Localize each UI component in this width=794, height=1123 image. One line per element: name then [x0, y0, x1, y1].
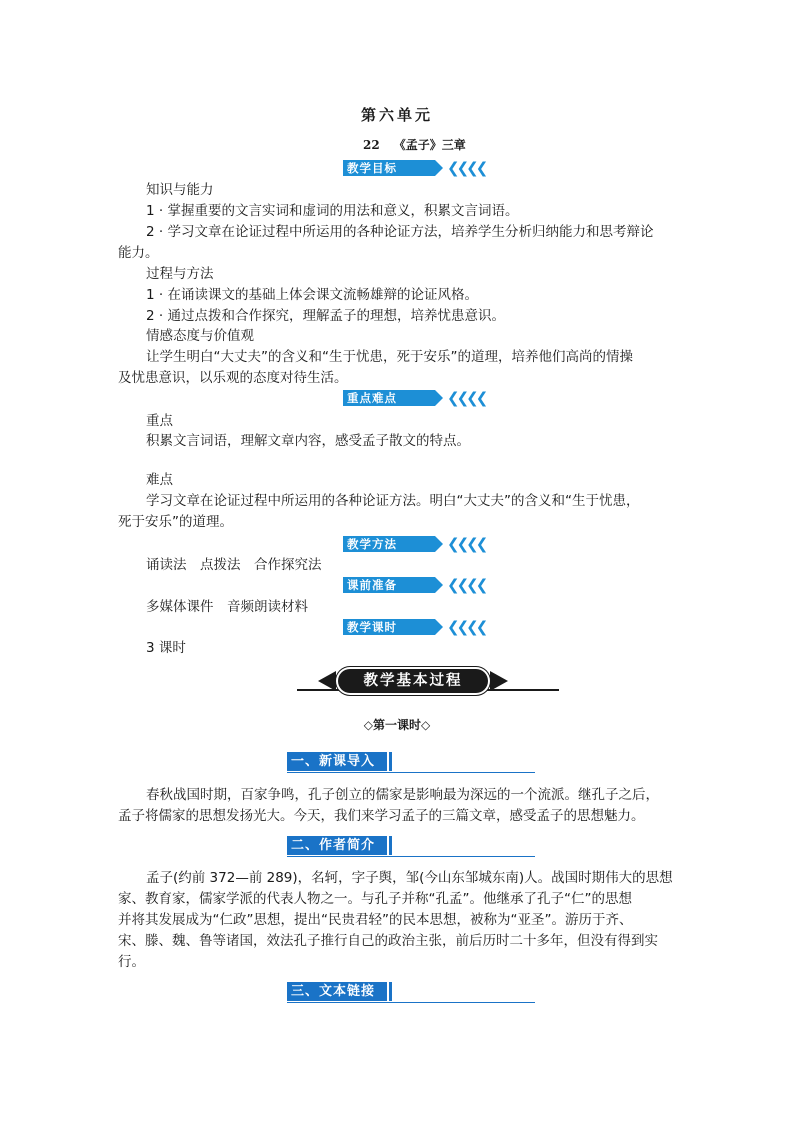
- heading-key: 重点: [146, 413, 173, 429]
- chevrons-icon: ❮❮❮❮: [447, 618, 486, 636]
- section-head-bar: [389, 752, 392, 771]
- unit-title: 第六单元: [360, 106, 433, 124]
- badge-label: 教学目标: [343, 160, 435, 176]
- objective-e1-cont: 及忧患意识，以乐观的态度对待生活。: [118, 370, 348, 386]
- objective-k2: 2 · 学习文章在论证过程中所运用的各种论证方法，培养学生分析归纳能力和思考辩论: [146, 224, 654, 240]
- process-banner: 教学基本过程: [338, 669, 488, 693]
- chevrons-icon: ❮❮❮❮: [447, 535, 486, 553]
- objective-e1: 让学生明白“大丈夫”的含义和“生于忧患，死于安乐”的道理，培养他们高尚的情操: [146, 349, 633, 365]
- author-para-line5: 行。: [118, 954, 145, 970]
- chevrons-icon: ❮❮❮❮: [447, 159, 486, 177]
- methods-text: 诵读法 点拨法 合作探究法: [146, 557, 322, 573]
- badge-preparation: [343, 577, 485, 593]
- badge-label: 重点难点: [343, 390, 435, 406]
- section-head-rule: [287, 1002, 535, 1003]
- preparation-text: 多媒体课件 音频朗读材料: [146, 599, 308, 615]
- badge-label: 教学方法: [343, 536, 435, 552]
- section-head-label: 三、文本链接: [287, 982, 387, 1001]
- chapter-number: 22: [363, 138, 380, 152]
- chapter-heading: [363, 136, 480, 153]
- badge-arrow-icon: [435, 160, 443, 176]
- chevrons-icon: ❮❮❮❮: [447, 576, 486, 594]
- badge-arrow-icon: [435, 619, 443, 635]
- heading-knowledge: 知识与能力: [146, 182, 214, 198]
- objective-k1: 1 · 掌握重要的文言实词和虚词的用法和意义，积累文言词语。: [146, 203, 519, 219]
- badge-objectives: [343, 160, 485, 176]
- chapter-name: 《孟子》三章: [393, 138, 466, 152]
- section-head-label: 一、新课导入: [287, 752, 387, 771]
- author-para-line2: 家、教育家，儒家学派的代表人物之一。与孔子并称“孔孟”。他继承了孔子“仁”的思想: [118, 891, 632, 907]
- banner-right-wing-icon: [490, 671, 508, 691]
- badge-arrow-icon: [435, 390, 443, 406]
- objective-k2-cont: 能力。: [118, 245, 159, 261]
- objective-p2: 2 · 通过点拨和合作探究，理解孟子的理想，培养忧患意识。: [146, 308, 505, 324]
- difficulty-text-cont: 死于安乐”的道理。: [118, 514, 233, 530]
- badge-hours: [343, 619, 485, 635]
- badge-methods: [343, 536, 485, 552]
- section-head-bar: [389, 982, 392, 1001]
- key-text: 积累文言词语，理解文章内容，感受孟子散文的特点。: [146, 433, 470, 449]
- intro-para-line2: 孟子将儒家的思想发扬光大。今天，我们来学习孟子的三篇文章，感受孟子的思想魅力。: [118, 808, 645, 824]
- badge-arrow-icon: [435, 536, 443, 552]
- badge-label: 课前准备: [343, 577, 435, 593]
- heading-difficulty: 难点: [146, 472, 173, 488]
- hours-text: 3 课时: [146, 640, 186, 656]
- heading-process: 过程与方法: [146, 266, 214, 282]
- badge-arrow-icon: [435, 577, 443, 593]
- heading-emotion: 情感态度与价值观: [146, 328, 254, 344]
- objective-p1: 1 · 在诵读课文的基础上体会课文流畅雄辩的论证风格。: [146, 287, 478, 303]
- section-head-bar: [389, 836, 392, 855]
- chevrons-icon: ❮❮❮❮: [447, 389, 486, 407]
- section-head-rule: [287, 772, 535, 773]
- badge-label: 教学课时: [343, 619, 435, 635]
- author-para-line3: 并将其发展成为“仁政”思想，提出“民贵君轻”的民本思想，被称为“亚圣”。游历于齐、: [118, 912, 633, 928]
- lesson-label: ◇第一课时◇: [363, 718, 431, 732]
- intro-para-line1: 春秋战国时期，百家争鸣，孔子创立的儒家是影响最为深远的一个流派。继孔子之后，: [146, 787, 659, 803]
- section-head-rule: [287, 856, 535, 857]
- author-para-line4: 宋、滕、魏、鲁等诸国，效法孔子推行自己的政治主张，前后历时二十多年，但没有得到实: [118, 933, 658, 949]
- banner-left-wing-icon: [318, 671, 336, 691]
- difficulty-text: 学习文章在论证过程中所运用的各种论证方法。明白“大丈夫”的含义和“生于忧患，: [146, 493, 640, 509]
- section-head-label: 二、作者简介: [287, 836, 387, 855]
- author-para-line1: 孟子(约前 372—前 289)，名轲，字子舆，邹(今山东邹城东南)人。战国时期伟大的思想: [146, 870, 673, 886]
- badge-key-points: [343, 390, 485, 406]
